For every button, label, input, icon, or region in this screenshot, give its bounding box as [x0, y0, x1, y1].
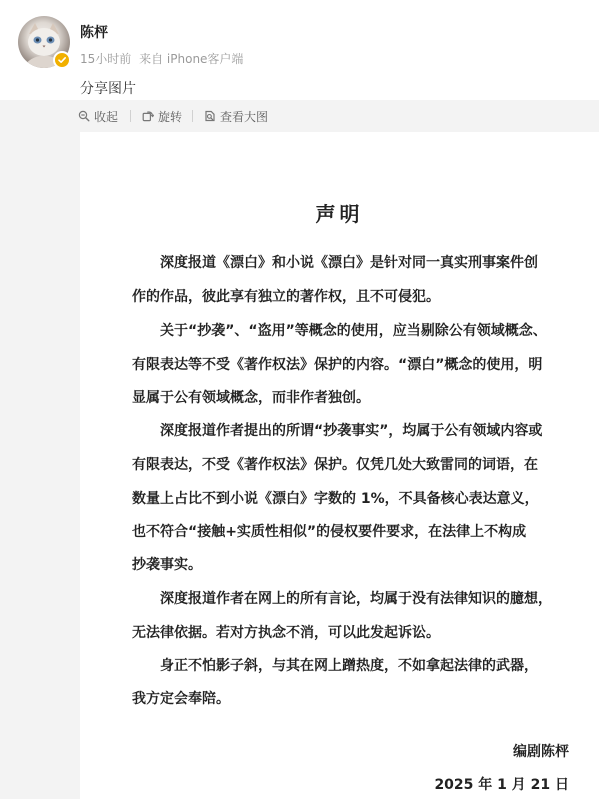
statement-line: 深度报道《漂白》和小说《漂白》是针对同一真实刑事案件创: [160, 255, 538, 271]
statement-line: 无法律依据。若对方执念不消，可以此发起诉讼。: [132, 625, 440, 641]
post-text: 分享图片: [80, 81, 136, 97]
collapse-button[interactable]: [78, 109, 118, 123]
statement-line: 显属于公有领域概念，而非作者独创。: [132, 390, 370, 406]
statement-date: 2025 年 1 月 21 日: [434, 777, 569, 793]
statement-line: 数量上占比不到小说《漂白》字数的 1%，不具备核心表达意义，: [132, 491, 539, 507]
toolbar-divider: [192, 110, 193, 122]
author-avatar[interactable]: [18, 16, 70, 68]
view-large-label: 查看大图: [220, 109, 269, 124]
view-large-icon: [204, 110, 216, 122]
statement-line: 深度报道作者提出的所谓“抄袭事实”，均属于公有领域内容或: [160, 423, 543, 439]
rotate-icon: [142, 110, 154, 122]
statement-title: 声明: [315, 202, 364, 226]
verified-icon: [53, 51, 71, 69]
image-toolbar: [0, 100, 599, 132]
post-source: 来自 iPhone客户端: [139, 52, 244, 66]
rotate-button[interactable]: [142, 109, 182, 123]
author-name[interactable]: 陈枰: [80, 25, 108, 41]
weibo-post-header: [0, 0, 599, 100]
post-time[interactable]: 15小时前: [80, 52, 132, 66]
statement-line: 抄袭事实。: [132, 557, 202, 573]
statement-line: 有限表达等不受《著作权法》保护的内容。“漂白”概念的使用，明: [132, 357, 543, 373]
statement-signature: 编剧陈枰: [513, 744, 569, 760]
statement-line: 我方定会奉陪。: [132, 691, 230, 707]
collapse-label: 收起: [94, 109, 119, 124]
statement-line: 作的作品，彼此享有独立的著作权，且不可侵犯。: [132, 289, 440, 305]
image-area: [0, 132, 599, 799]
toolbar-divider: [130, 110, 131, 122]
statement-line: 关于“抄袭”、“盗用”等概念的使用，应当剔除公有领域概念、: [160, 323, 547, 339]
rotate-label: 旋转: [158, 109, 183, 124]
post-meta: [80, 50, 247, 67]
statement-line: 身正不怕影子斜，与其在网上蹭热度，不如拿起法律的武器，: [160, 658, 538, 674]
statement-image[interactable]: [80, 132, 599, 799]
statement-line: 深度报道作者在网上的所有言论，均属于没有法律知识的臆想，: [160, 591, 552, 607]
statement-line: 有限表达，不受《著作权法》保护。仅凭几处大致雷同的词语，在: [132, 457, 538, 473]
view-large-button[interactable]: [204, 109, 268, 123]
collapse-icon: [78, 110, 90, 122]
statement-line: 也不符合“接触+实质性相似”的侵权要件要求，在法律上不构成: [132, 524, 527, 540]
